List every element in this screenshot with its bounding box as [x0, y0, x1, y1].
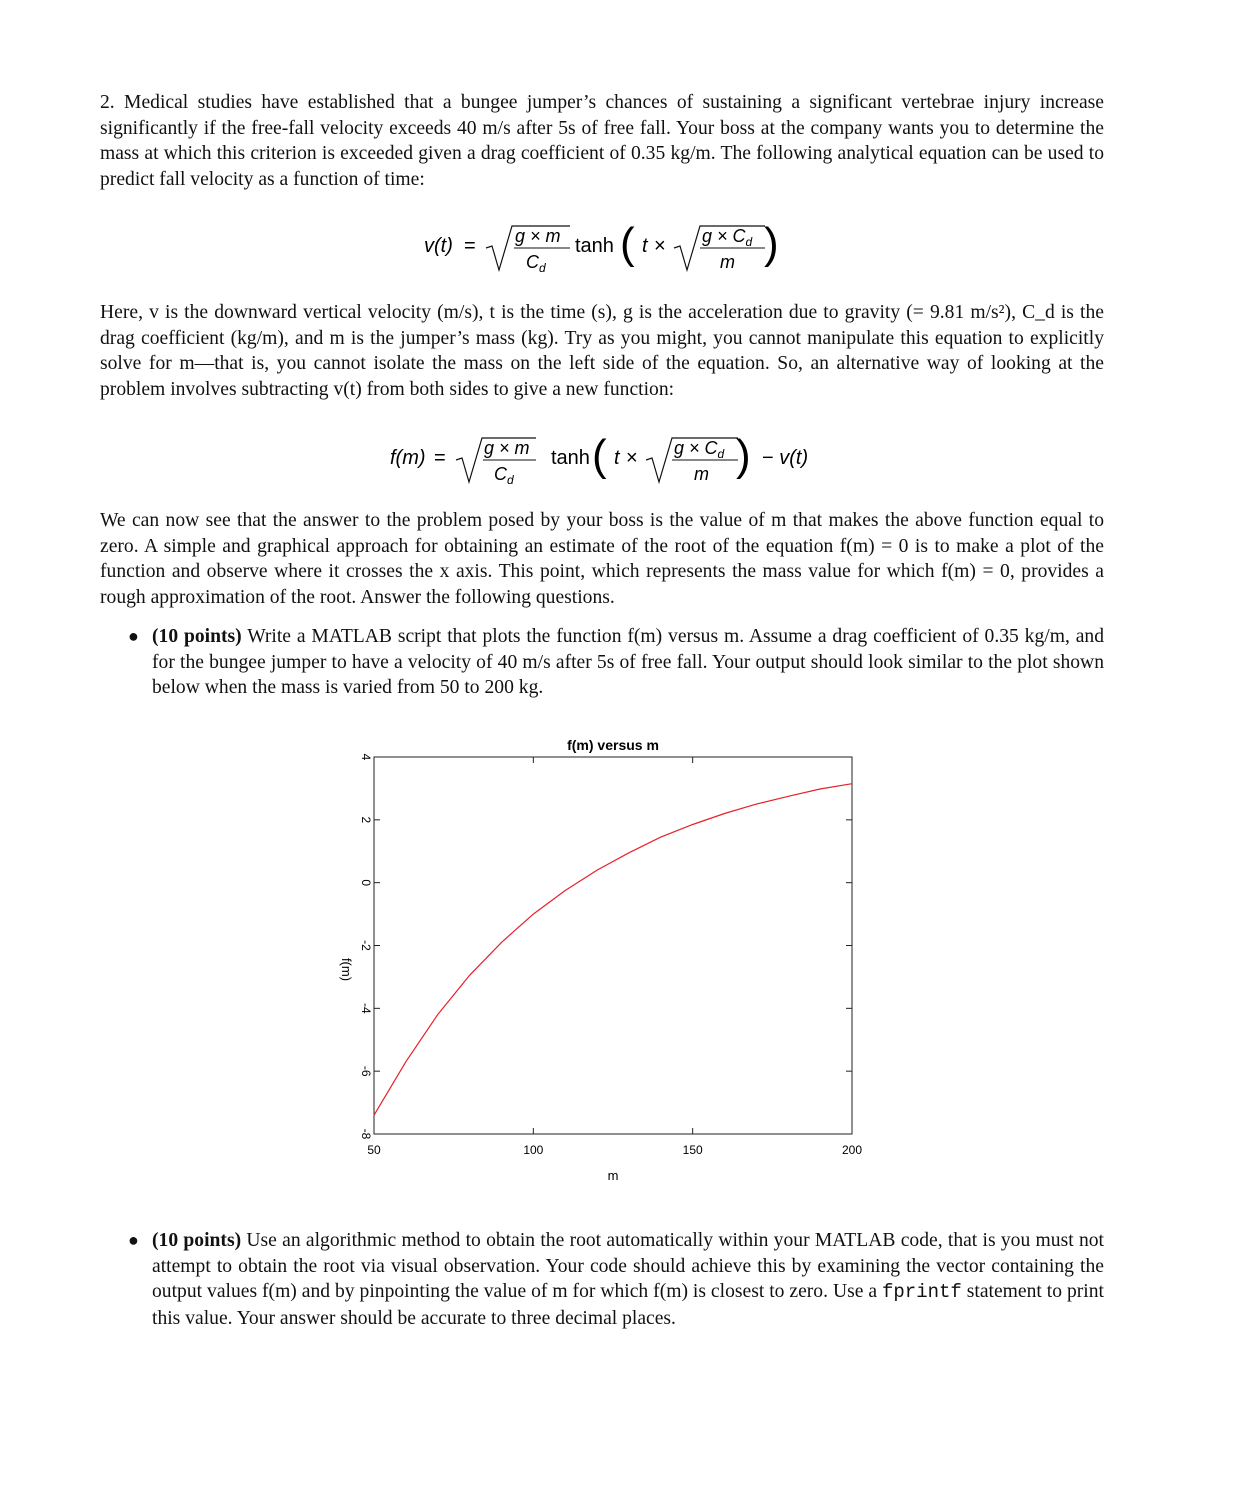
svg-text:t: t [614, 447, 620, 469]
svg-text:(: ( [620, 219, 635, 268]
question-2-text-after: statement to print this value. Your answer should be accurate to three decimal places. [152, 1281, 1104, 1329]
svg-text:=: = [434, 447, 446, 469]
svg-text:− v(t): − v(t) [762, 447, 809, 469]
svg-text:tanh: tanh [551, 447, 590, 469]
question-2 [152, 1228, 1104, 1331]
svg-text:×: × [626, 447, 638, 469]
svg-text:×: × [654, 235, 666, 257]
svg-text:m: m [694, 464, 709, 484]
svg-text:Cd: $C_d$ [494, 464, 514, 487]
bullet-icon: ● [128, 1230, 139, 1250]
series-line [374, 784, 852, 1115]
bullet-icon: ● [128, 626, 139, 646]
svg-text:g × Cd: $g \times C_d$ [702, 226, 753, 249]
question-1 [152, 624, 1104, 701]
y-tick-label: -2 [359, 940, 373, 951]
svg-text:Cd: $C_d$ [526, 252, 546, 275]
root-paragraph: We can now see that the answer to the problem posed by your boss is the value of m that makes the above function equal to zero. A simple and graphical approach for obtaining an estimate of the root of the equation f(m) = 0 is to make a plot of the function and observe where it crosses the x axis. This point, which represents the mass value for which f(m) = 0, provides a rough approximation of the root. Answer the following questions. [100, 510, 1104, 608]
y-tick-label: 2 [359, 816, 373, 824]
y-axis-label: f(m) [339, 957, 354, 982]
question-2-points: (10 points) [152, 1230, 242, 1251]
svg-text:): ) [736, 431, 751, 480]
question-2-text-before: Use an algorithmic method to obtain the root automatically within your MATLAB code, that is you must not attempt to obtain the root via visual observation. Your code should achieve this by examining the vector containing the output values f(m) and by pinpointing the value of m for which f(m) is closest to zero. Use a [152, 1230, 1104, 1303]
svg-text:t: t [642, 235, 648, 257]
svg-text:m: m [720, 252, 735, 272]
svg-text:tanh: tanh [575, 235, 614, 257]
x-tick-label: 150 [682, 1143, 703, 1157]
chart [320, 730, 880, 1200]
question-1-text: Write a MATLAB script that plots the function f(m) versus m. Assume a drag coefficient of 0.35 kg/m, and for the bungee jumper to have a velocity of 40 m/s after 5s of free fall. Your output should look similar to the plot shown below when the mass is varied from 50 to 200 kg. [152, 626, 1104, 699]
y-tick-label: -4 [359, 1002, 373, 1014]
svg-text:v(t): v(t) [424, 235, 453, 257]
explanation-paragraph: Here, v is the downward vertical velocity (m/s), t is the time (s), g is the acceleration due to gravity (= 9.81 m/s²), C_d is the drag coefficient (kg/m), and m is the jumper’s mass (kg). Try as you might, you cannot manipulate this equation to explicitly solve for m—that is, you cannot isolate the mass on the left side of the equation. So, an alternative way of looking at the problem involves subtracting v(t) from both sides to give a new function: [100, 302, 1104, 400]
svg-text:g × m: g × m [515, 226, 561, 246]
svg-text:(: ( [592, 431, 607, 480]
velocity-equation [420, 212, 780, 280]
x-axis-label: m [607, 1168, 619, 1183]
x-tick-label: 200 [841, 1143, 863, 1157]
chart-title: f(m) versus m [567, 737, 659, 753]
y-tick-label: 0 [359, 879, 373, 887]
question-1-points: (10 points) [152, 626, 242, 647]
x-tick-label: 50 [367, 1143, 381, 1157]
y-tick-label: -6 [359, 1065, 373, 1077]
x-tick-label: 100 [523, 1143, 544, 1157]
function-equation [386, 424, 826, 492]
y-tick-label: 4 [359, 753, 373, 761]
svg-text:g × m: g × m [484, 438, 530, 458]
plot-frame [374, 757, 852, 1134]
problem-intro: 2. Medical studies have established that a bungee jumper’s chances of sustaining a significant vertebrae injury increase significantly if the free-fall velocity exceeds 40 m/s after 5s of free fall. Your boss at the company wants you to determine the mass at which this criterion is exceeded given a drag coefficient of 0.35 kg/m. The following analytical equation can be used to predict fall velocity as a function of time: [100, 92, 1104, 190]
svg-text:g × Cd: $g \times C_d$ [674, 438, 725, 461]
svg-text:=: = [464, 235, 476, 257]
question-2-code: fprintf [882, 1281, 962, 1304]
svg-text:f(m): f(m) [390, 447, 426, 469]
chart-svg [320, 730, 880, 1200]
y-tick-label: -8 [359, 1128, 373, 1140]
svg-text:): ) [764, 219, 779, 268]
